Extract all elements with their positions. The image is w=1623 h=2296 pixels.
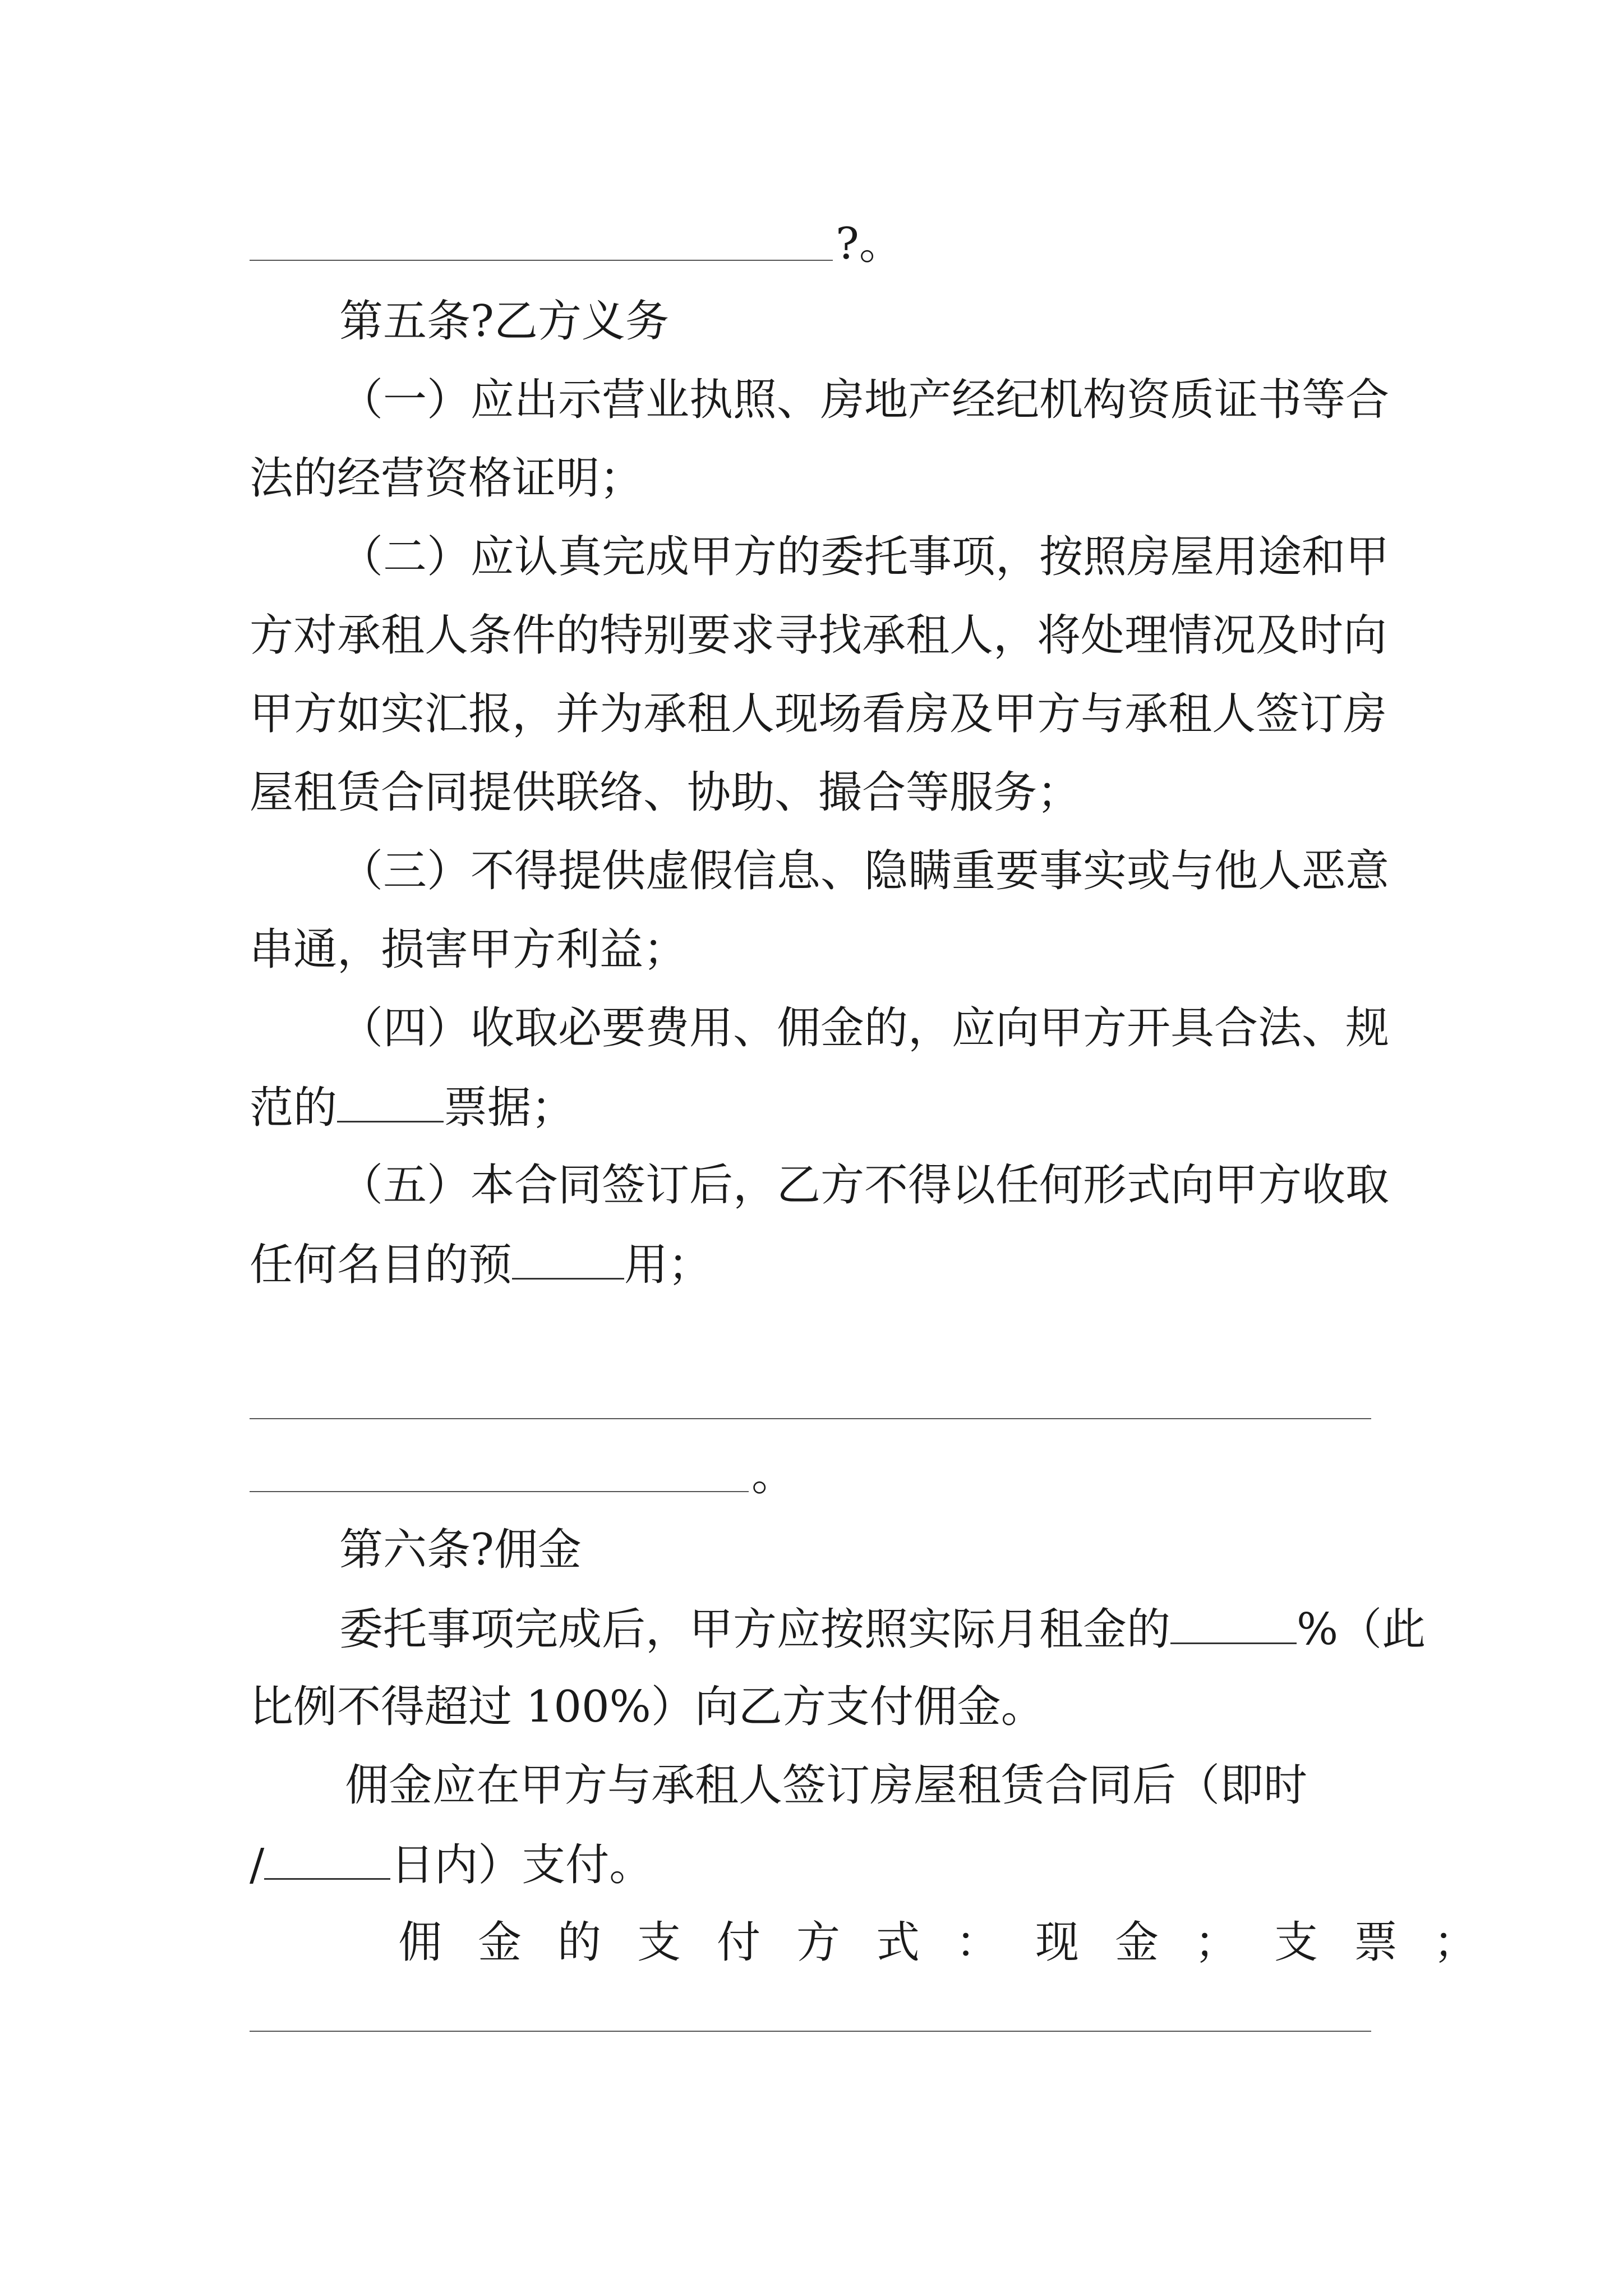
blank-rule bbox=[250, 1418, 1371, 1419]
text-segment: / bbox=[250, 1840, 265, 1890]
fill-in-blank[interactable] bbox=[337, 1082, 444, 1122]
text-segment: 票据； bbox=[444, 1083, 575, 1133]
clause-5-2-cont: 屋租赁合同提供联络、协助、撮合等服务； bbox=[250, 767, 1081, 818]
clause-5-2-cont: 方对承租人条件的特别要求寻找承租人，将处理情况及时向 bbox=[250, 610, 1387, 661]
clause-5-3: （三）不得提供虚假信息、隐瞒重要事实或与他人恶意 bbox=[339, 846, 1390, 896]
clause-6-2-cont bbox=[250, 1839, 653, 1890]
text-segment: 用； bbox=[624, 1240, 712, 1290]
text-segment: 范的 bbox=[250, 1083, 338, 1133]
blank-rule-bottom bbox=[250, 2031, 1371, 2032]
text-line: 。 bbox=[751, 1450, 796, 1501]
clause-5-1: （一）应出示营业执照、房地产经纪机构资质证书等合 bbox=[339, 375, 1390, 425]
article-5-heading: 第五条?乙方义务 bbox=[339, 296, 669, 347]
fill-in-blank[interactable] bbox=[264, 1839, 390, 1880]
clause-5-2-cont: 甲方如实汇报，并为承租人现场看房及甲方与承租人签订房 bbox=[250, 689, 1387, 739]
text-segment: 日内）支付。 bbox=[390, 1840, 653, 1890]
fill-in-blank[interactable] bbox=[1170, 1603, 1297, 1644]
clause-6-2: 佣金应在甲方与承租人签订房屋租赁合同后（即时 bbox=[345, 1760, 1308, 1811]
blank-rule bbox=[250, 1491, 749, 1492]
clause-5-3-cont: 串通，损害甲方利益； bbox=[250, 924, 688, 975]
article-6-heading: 第六条?佣金 bbox=[339, 1525, 582, 1575]
clause-5-4-cont bbox=[250, 1082, 575, 1133]
clause-6-3: 佣金的支付方式：现金；支票； bbox=[398, 1917, 1514, 1968]
clause-5-4: （四）收取必要费用、佣金的，应向甲方开具合法、规 bbox=[339, 1003, 1390, 1053]
text-line: ?。 bbox=[836, 219, 903, 269]
clause-5-5: （五）本合同签订后，乙方不得以任何形式向甲方收取 bbox=[339, 1160, 1390, 1211]
text-segment: 委托事项完成后，甲方应按照实际月租金的 bbox=[339, 1604, 1171, 1655]
blank-rule-top bbox=[250, 260, 833, 261]
clause-6-1-cont: 比例不得超过 100%）向乙方支付佣金。 bbox=[250, 1682, 1045, 1732]
clause-6-1 bbox=[339, 1603, 1426, 1655]
text-segment: %（此 bbox=[1297, 1604, 1426, 1655]
clause-5-5-cont bbox=[250, 1239, 712, 1290]
clause-5-1-cont: 法的经营资格证明； bbox=[250, 453, 644, 504]
text-segment: 任何名目的预 bbox=[250, 1240, 513, 1290]
fill-in-blank[interactable] bbox=[512, 1239, 624, 1280]
clause-5-2: （二）应认真完成甲方的委托事项，按照房屋用途和甲 bbox=[339, 532, 1390, 582]
